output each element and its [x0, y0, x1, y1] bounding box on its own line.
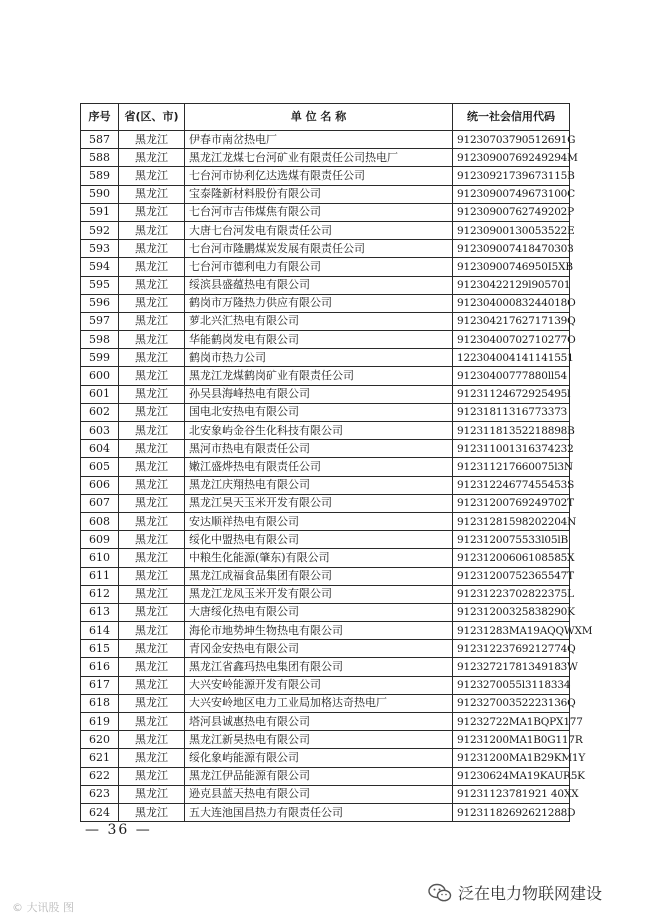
row-unit-name: 逊克县蓝天热电有限公司	[185, 785, 453, 803]
row-unit-name: 黑龙江成福食品集团有限公司	[185, 567, 453, 585]
table-row	[81, 258, 570, 276]
row-province: 黑龙江	[119, 349, 185, 367]
row-serial: 624	[81, 803, 119, 821]
row-province: 黑龙江	[119, 585, 185, 603]
row-serial: 589	[81, 167, 119, 185]
table-row	[81, 603, 570, 621]
row-credit-code: 91230921739673115B	[453, 167, 570, 185]
row-credit-code: 122304004141141551	[453, 349, 570, 367]
row-unit-name: 大唐七台河发电有限责任公司	[185, 221, 453, 239]
row-province: 黑龙江	[119, 549, 185, 567]
table-row	[81, 221, 570, 239]
row-credit-code: 91230900746950I5XB	[453, 258, 570, 276]
row-unit-name: 七台河市德利电力有限公司	[185, 258, 453, 276]
table-row	[81, 422, 570, 440]
row-province: 黑龙江	[119, 203, 185, 221]
row-serial: 594	[81, 258, 119, 276]
company-list-table	[80, 103, 593, 822]
table-row	[81, 585, 570, 603]
row-serial: 608	[81, 512, 119, 530]
row-credit-code: 9123270055l3118334	[453, 676, 570, 694]
row-unit-name: 中粮生化能源(肇东)有限公司	[185, 549, 453, 567]
row-serial: 593	[81, 240, 119, 258]
row-province: 黑龙江	[119, 476, 185, 494]
table-row	[81, 567, 570, 585]
row-province: 黑龙江	[119, 713, 185, 731]
row-credit-code: 91230421762717139Q	[453, 312, 570, 330]
row-serial: 616	[81, 658, 119, 676]
table-row	[81, 331, 570, 349]
row-unit-name: 黑龙江龙煤七台河矿业有限责任公司热电厂	[185, 149, 453, 167]
row-credit-code: 91231200325838290K	[453, 603, 570, 621]
row-serial: 607	[81, 494, 119, 512]
row-credit-code: 91231182692621288D	[453, 803, 570, 821]
row-unit-name: 萝北兴汇热电有限公司	[185, 312, 453, 330]
row-credit-code: 91230900130053522E	[453, 221, 570, 239]
table-row	[81, 440, 570, 458]
row-credit-code: 91230624MA19KAUR5K	[453, 767, 570, 785]
row-credit-code: 912311001316374232	[453, 440, 570, 458]
table-row	[81, 749, 570, 767]
row-unit-name: 五大连池国昌热力有限责任公司	[185, 803, 453, 821]
row-unit-name: 绥滨县盛蕴热电有限公司	[185, 276, 453, 294]
row-serial: 605	[81, 458, 119, 476]
row-serial: 615	[81, 640, 119, 658]
table-row	[81, 476, 570, 494]
row-unit-name: 绥化中盟热电有限公司	[185, 531, 453, 549]
row-unit-name: 黑龙江庆翔热电有限公司	[185, 476, 453, 494]
row-unit-name: 七台河市协利亿达选煤有限责任公司	[185, 167, 453, 185]
row-unit-name: 大兴安岭能源开发有限公司	[185, 676, 453, 694]
row-unit-name: 黑龙江龙煤鹤岗矿业有限责任公司	[185, 367, 453, 385]
row-province: 黑龙江	[119, 185, 185, 203]
row-serial: 612	[81, 585, 119, 603]
row-province: 黑龙江	[119, 149, 185, 167]
row-credit-code: 91231123781921 40XX	[453, 785, 570, 803]
row-province: 黑龙江	[119, 331, 185, 349]
row-serial: 602	[81, 403, 119, 421]
row-credit-code: 91231200752365547T	[453, 567, 570, 585]
table-row	[81, 658, 570, 676]
row-serial: 622	[81, 767, 119, 785]
row-province: 黑龙江	[119, 458, 185, 476]
row-unit-name: 黑龙江省鑫玛热电集团有限公司	[185, 658, 453, 676]
table-row	[81, 531, 570, 549]
row-unit-name: 黑龙江昊天玉米开发有限公司	[185, 494, 453, 512]
row-credit-code: 9123181131677337З	[453, 403, 570, 421]
row-serial: 604	[81, 440, 119, 458]
row-serial: 588	[81, 149, 119, 167]
row-province: 黑龙江	[119, 294, 185, 312]
row-unit-name: 七台河市吉伟煤焦有限公司	[185, 203, 453, 221]
row-credit-code: 91230900762749202P	[453, 203, 570, 221]
row-province: 黑龙江	[119, 603, 185, 621]
row-province: 黑龙江	[119, 749, 185, 767]
row-unit-name: 大唐绥化热电有限公司	[185, 603, 453, 621]
row-credit-code: 91231200606108585X	[453, 549, 570, 567]
watermark-right	[428, 881, 602, 904]
row-credit-code: 91231124672925495l	[453, 385, 570, 403]
wechat-icon	[428, 883, 452, 903]
table-row	[81, 312, 570, 330]
row-serial: 614	[81, 622, 119, 640]
row-unit-name: 北安象屿金谷生化科技有限公司	[185, 422, 453, 440]
row-credit-code: 91231281598202204N	[453, 512, 570, 530]
row-serial: 601	[81, 385, 119, 403]
row-unit-name: 华能鹤岗发电有限公司	[185, 331, 453, 349]
table-row	[81, 640, 570, 658]
row-serial: 617	[81, 676, 119, 694]
header-serial: 序号	[81, 104, 119, 131]
row-credit-code: 91231224677455453S	[453, 476, 570, 494]
table-row	[81, 403, 570, 421]
row-unit-name: 大兴安岭地区电力工业局加格达奇热电厂	[185, 694, 453, 712]
table-row	[81, 713, 570, 731]
row-credit-code: 91230900769249294M	[453, 149, 570, 167]
row-unit-name: 黑龙江龙凤玉米开发有限公司	[185, 585, 453, 603]
row-province: 黑龙江	[119, 403, 185, 421]
row-province: 黑龙江	[119, 221, 185, 239]
row-serial: 620	[81, 731, 119, 749]
row-unit-name: 黑龙江伊品能源有限公司	[185, 767, 453, 785]
row-province: 黑龙江	[119, 785, 185, 803]
row-unit-name: 伊春市南岔热电厂	[185, 131, 453, 149]
footer-watermark-bar	[0, 868, 650, 919]
row-province: 黑龙江	[119, 276, 185, 294]
row-serial: 587	[81, 131, 119, 149]
row-unit-name: 鹤岗市万隆热力供应有限公司	[185, 294, 453, 312]
table-row	[81, 349, 570, 367]
row-province: 黑龙江	[119, 640, 185, 658]
row-credit-code: 91230900749673100C	[453, 185, 570, 203]
row-credit-code: 91232721781349183W	[453, 658, 570, 676]
row-serial: 603	[81, 422, 119, 440]
table-row	[81, 549, 570, 567]
row-serial: 590	[81, 185, 119, 203]
row-province: 黑龙江	[119, 512, 185, 530]
watermark-left: © 大讯股 图	[12, 901, 74, 914]
row-unit-name: 七台河市隆鹏煤炭发展有限责任公司	[185, 240, 453, 258]
table-row	[81, 785, 570, 803]
row-province: 黑龙江	[119, 658, 185, 676]
table-row	[81, 276, 570, 294]
row-credit-code: 91230400702710277O	[453, 331, 570, 349]
row-unit-name: 绥化象屿能源有限公司	[185, 749, 453, 767]
row-credit-code: 91231283MA19AQQWXM	[453, 622, 570, 640]
table-row	[81, 803, 570, 821]
table-row	[81, 149, 570, 167]
row-province: 黑龙江	[119, 131, 185, 149]
row-unit-name: 鹤岗市热力公司	[185, 349, 453, 367]
row-province: 黑龙江	[119, 622, 185, 640]
row-serial: 606	[81, 476, 119, 494]
row-province: 黑龙江	[119, 531, 185, 549]
row-unit-name: 黑龙江新昊热电有限公司	[185, 731, 453, 749]
row-credit-code: 91231200MA1B29KM1Y	[453, 749, 570, 767]
row-serial: 600	[81, 367, 119, 385]
row-serial: 621	[81, 749, 119, 767]
row-unit-name: 塔河县诚惠热电有限公司	[185, 713, 453, 731]
row-serial: 611	[81, 567, 119, 585]
row-serial: 595	[81, 276, 119, 294]
table-row	[81, 185, 570, 203]
row-unit-name: 青冈金安热电有限公司	[185, 640, 453, 658]
row-serial: 598	[81, 331, 119, 349]
table-row	[81, 203, 570, 221]
row-province: 黑龙江	[119, 694, 185, 712]
row-serial: 623	[81, 785, 119, 803]
row-province: 黑龙江	[119, 167, 185, 185]
row-credit-code: 91230900741847030З	[453, 240, 570, 258]
table-row	[81, 694, 570, 712]
header-unit-name: 单 位 名 称	[185, 104, 453, 131]
table-row	[81, 367, 570, 385]
row-province: 黑龙江	[119, 731, 185, 749]
row-serial: 613	[81, 603, 119, 621]
row-credit-code: 91232700352223136Q	[453, 694, 570, 712]
row-credit-code: 91230400777880ll54	[453, 367, 570, 385]
page-number: — 36 —	[85, 822, 152, 838]
row-province: 黑龙江	[119, 767, 185, 785]
table-row	[81, 458, 570, 476]
row-credit-code: 91231223769212774Q	[453, 640, 570, 658]
row-province: 黑龙江	[119, 676, 185, 694]
row-serial: 599	[81, 349, 119, 367]
row-unit-name: 嫩江盛烨热电有限责任公司	[185, 458, 453, 476]
row-serial: 597	[81, 312, 119, 330]
row-unit-name: 黑河市热电有限责任公司	[185, 440, 453, 458]
row-unit-name: 海伦市地势坤生物热电有限公司	[185, 622, 453, 640]
table-row	[81, 494, 570, 512]
row-unit-name: 国电北安热电有限公司	[185, 403, 453, 421]
row-serial: 596	[81, 294, 119, 312]
row-province: 黑龙江	[119, 803, 185, 821]
table-header-row	[81, 104, 570, 131]
table-row	[81, 167, 570, 185]
row-serial: 609	[81, 531, 119, 549]
row-unit-name: 孙吴县海峰热电有限公司	[185, 385, 453, 403]
row-province: 黑龙江	[119, 494, 185, 512]
row-credit-code: 91231181352218898B	[453, 422, 570, 440]
row-credit-code: 91230703790512691G	[453, 131, 570, 149]
table-row	[81, 767, 570, 785]
row-serial: 619	[81, 713, 119, 731]
row-serial: 591	[81, 203, 119, 221]
row-province: 黑龙江	[119, 440, 185, 458]
row-province: 黑龙江	[119, 422, 185, 440]
table-row	[81, 240, 570, 258]
row-province: 黑龙江	[119, 312, 185, 330]
table-row	[81, 676, 570, 694]
row-unit-name: 安达顺祥热电有限公司	[185, 512, 453, 530]
row-province: 黑龙江	[119, 385, 185, 403]
row-credit-code: 91232722MA1BQPX177	[453, 713, 570, 731]
watermark-account-name: 泛在电力物联网建设	[458, 884, 603, 903]
row-credit-code: 91230400083244018O	[453, 294, 570, 312]
row-unit-name: 宝泰隆新材料股份有限公司	[185, 185, 453, 203]
header-province: 省(区、市)	[119, 104, 185, 131]
table-row	[81, 131, 570, 149]
table-row	[81, 512, 570, 530]
row-serial: 618	[81, 694, 119, 712]
row-province: 黑龙江	[119, 367, 185, 385]
row-serial: 610	[81, 549, 119, 567]
row-credit-code: 91231200769249702T	[453, 494, 570, 512]
row-credit-code: 9123120075533l05lB	[453, 531, 570, 549]
row-credit-code: 91231223702822375L	[453, 585, 570, 603]
row-credit-code: 91230422129l905701	[453, 276, 570, 294]
table-row	[81, 731, 570, 749]
row-credit-code: 91231200MA1B0G117R	[453, 731, 570, 749]
row-province: 黑龙江	[119, 240, 185, 258]
table-row	[81, 385, 570, 403]
table-row	[81, 622, 570, 640]
table-row	[81, 294, 570, 312]
row-province: 黑龙江	[119, 567, 185, 585]
row-serial: 592	[81, 221, 119, 239]
row-credit-code: 912311217660075l3N	[453, 458, 570, 476]
header-credit-code: 统一社会信用代码	[453, 104, 570, 131]
row-province: 黑龙江	[119, 258, 185, 276]
